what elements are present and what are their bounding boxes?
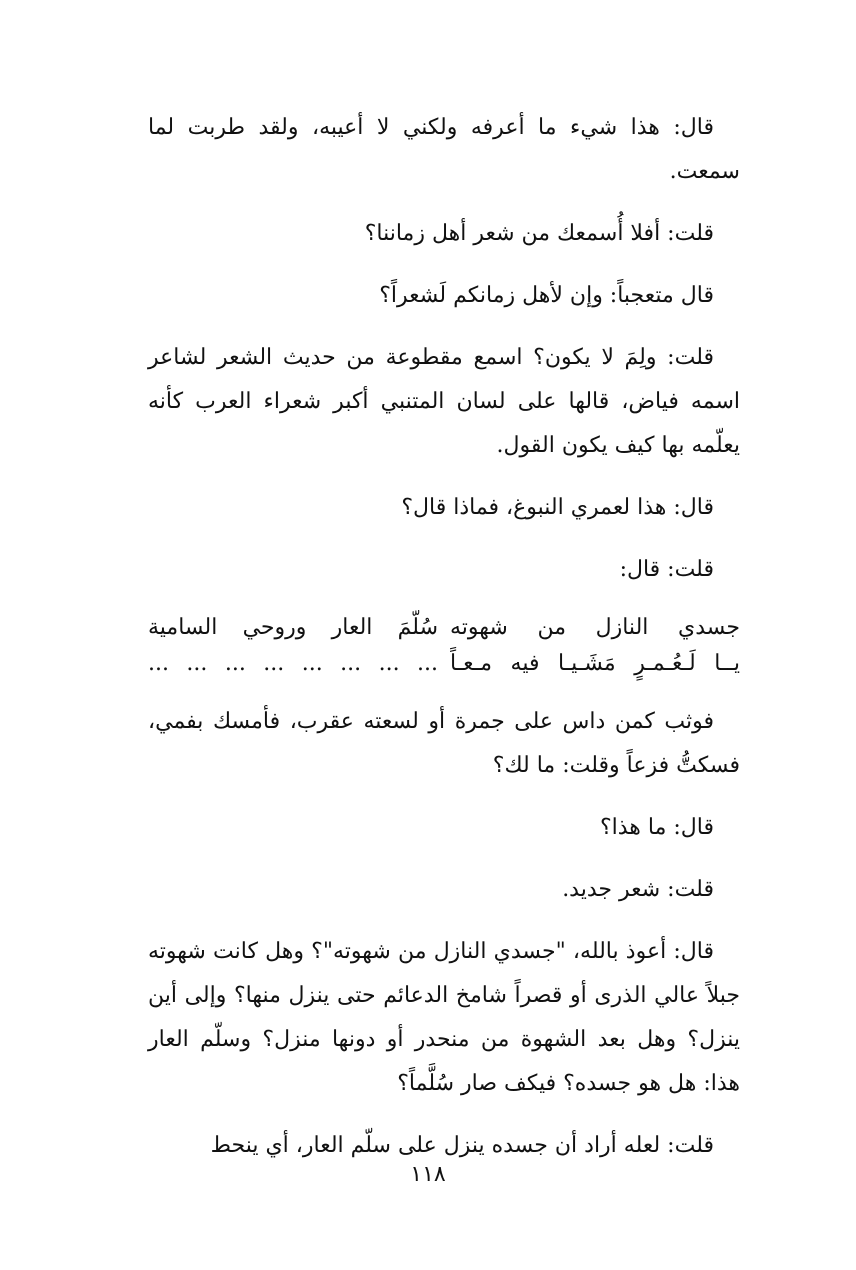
page-body	[148, 106, 740, 1186]
paragraph: قال: أعوذ بالله، "جسدي النازل من شهوته"؟ وهل كانت شهوته جبلاً عالي الذرى أو قصراً شامخ الدعائم حتى ينزل منها؟ وإلى أين ينزل؟ وهل بعد الشهوة من منحدر أو دونها منزل؟ وسلّم العار هذا: هل هو جسده؟ فيكف صار سُلَّماً؟	[148, 939, 740, 1096]
poem-first-hemistich: يــا لَـعُـمـرٍ مَشَـيـا فيه مـعـاً	[450, 651, 740, 676]
page-number: ١١٨	[410, 1162, 446, 1187]
paragraph: قلت: لعله أراد أن جسده ينزل على سلّم العار، أي ينحط	[210, 1133, 714, 1158]
poem-second-hemistich: سُلَّمَ العار وروحي السامية	[148, 615, 438, 640]
paragraph: قلت: ولِمَ لا يكون؟ اسمع مقطوعة من حديث الشعر لشاعر اسمه فياض، قالها على لسان المتنبي أكبر شعراء العرب كأنه يعلّمه بها كيف يكون القول.	[148, 345, 740, 458]
poem-line	[148, 610, 740, 646]
poem	[148, 610, 740, 682]
paragraph: قلت: أفلا أُسمعك من شعر أهل زماننا؟	[364, 221, 714, 246]
paragraph: قلت: شعر جديد.	[562, 877, 714, 902]
poem-line	[148, 646, 740, 682]
paragraph: قال: هذا شيء ما أعرفه ولكني لا أعيبه، ولقد طربت لما سمعت.	[148, 115, 740, 184]
paragraph: قال متعجباً: وإن لأهل زمانكم لَشعراً؟	[379, 283, 714, 308]
poem-first-hemistich: جسدي النازل من شهوته	[450, 615, 740, 640]
poem-second-hemistich: ... ... ... ... ... ... ... ...	[148, 651, 438, 676]
paragraph: قال: ما هذا؟	[599, 815, 714, 840]
paragraph: قال: هذا لعمري النبوغ، فماذا قال؟	[401, 495, 714, 520]
paragraph: فوثب كمن داس على جمرة أو لسعته عقرب، فأمسك بفمي، فسكتُّ فزعاً وقلت: ما لك؟	[148, 709, 740, 778]
paragraph: قلت: قال:	[619, 557, 714, 582]
